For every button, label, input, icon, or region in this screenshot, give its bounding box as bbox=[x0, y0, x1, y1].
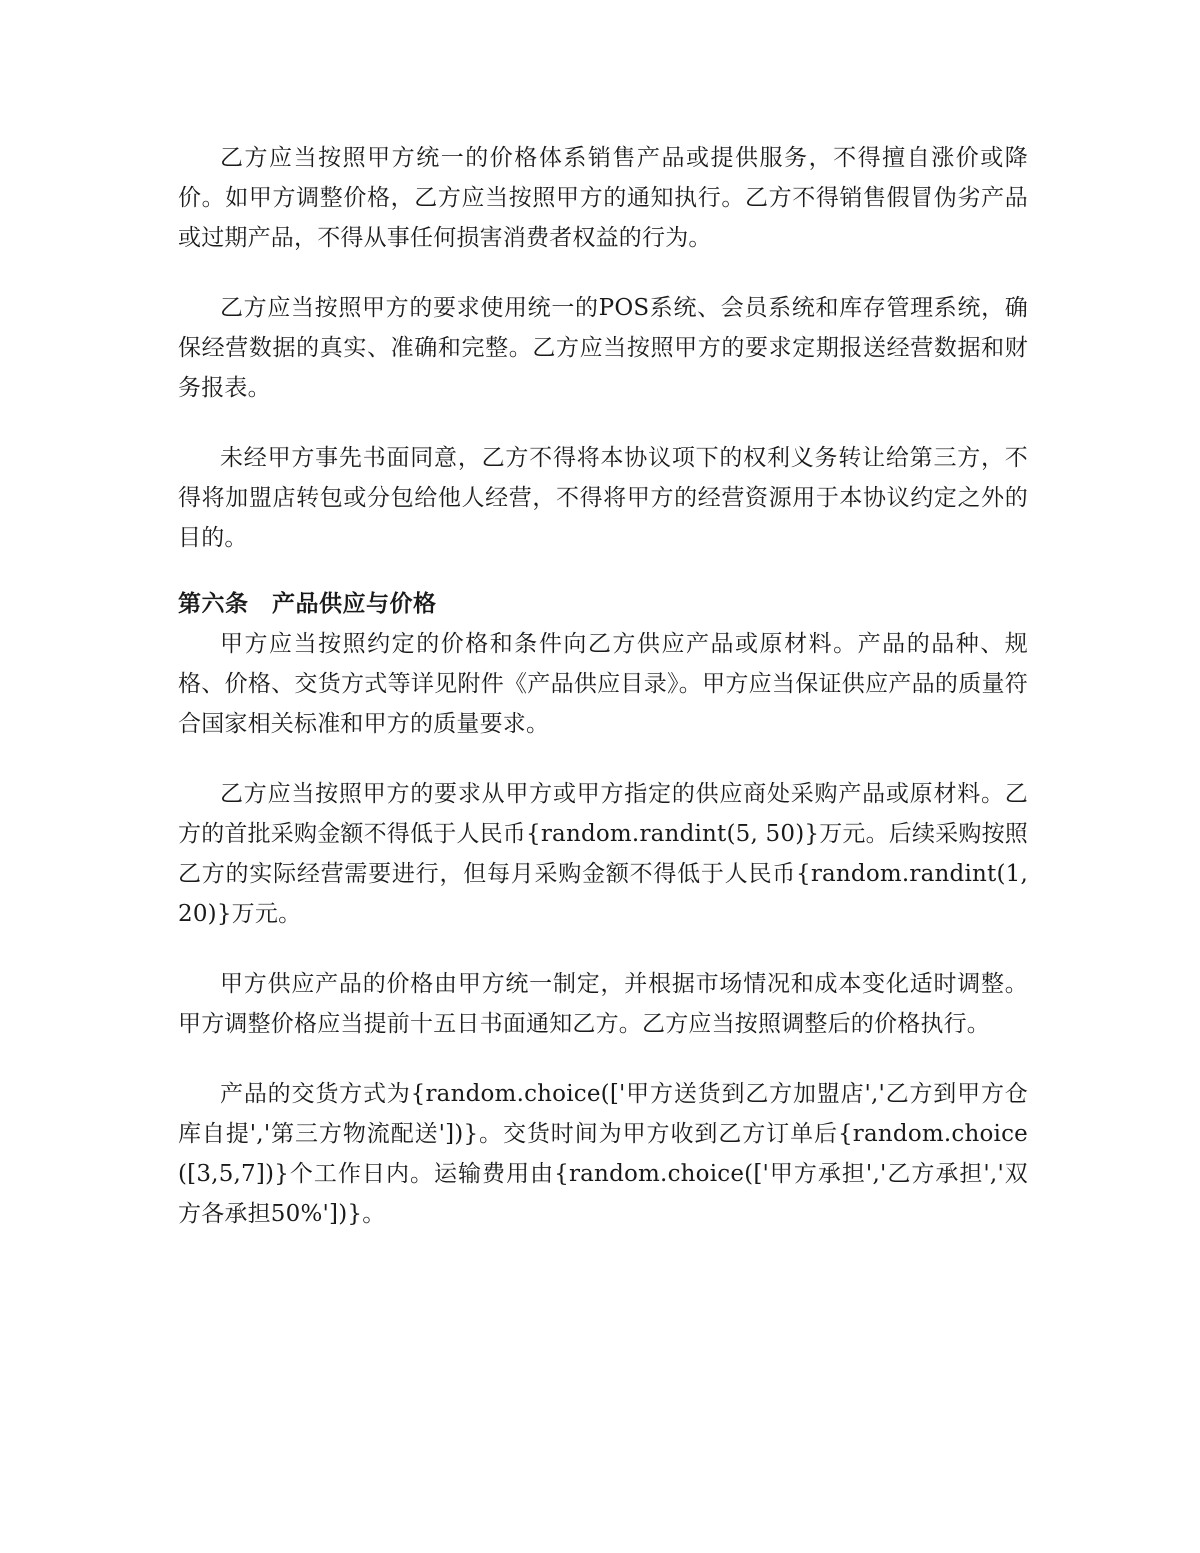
paragraph-systems-reporting: 乙方应当按照甲方的要求使用统一的POS系统、会员系统和库存管理系统，确保经营数据的真实、准确和完整。乙方应当按照甲方的要求定期报送经营数据和财务报表。 bbox=[178, 295, 1028, 401]
paragraph-supply-terms: 甲方应当按照约定的价格和条件向乙方供应产品或原材料。产品的品种、规格、价格、交货方式等详见附件《产品供应目录》。甲方应当保证供应产品的质量符合国家相关标准和甲方的质量要求。 bbox=[178, 631, 1028, 737]
paragraph-price-adjustment: 甲方供应产品的价格由甲方统一制定，并根据市场情况和成本变化适时调整。甲方调整价格应当提前十五日书面通知乙方。乙方应当按照调整后的价格执行。 bbox=[178, 971, 1028, 1037]
paragraph-purchase-amount: 乙方应当按照甲方的要求从甲方或甲方指定的供应商处采购产品或原材料。乙方的首批采购金额不得低于人民币{random.randint(5, 50)}万元。后续采购按照乙方的实际经营需要进行，但每月采购金额不得低于人民币{random.randint(1, 20)}万元。 bbox=[178, 781, 1029, 927]
document-page bbox=[178, 138, 1028, 1264]
paragraph-delivery-terms: 产品的交货方式为{random.choice(['甲方送货到乙方加盟店','乙方到甲方仓库自提','第三方物流配送'])}。交货时间为甲方收到乙方订单后{random.choice([3,5,7])}个工作日内。运输费用由{random.choice(['甲方承担','乙方承担','双方各承担50%'])}。 bbox=[178, 1081, 1028, 1227]
section-heading-article-6: 第六条 产品供应与价格 bbox=[178, 591, 437, 617]
paragraph-transfer-restriction: 未经甲方事先书面同意，乙方不得将本协议项下的权利义务转让给第三方，不得将加盟店转包或分包给他人经营，不得将甲方的经营资源用于本协议约定之外的目的。 bbox=[178, 445, 1028, 551]
paragraph-pricing-rules: 乙方应当按照甲方统一的价格体系销售产品或提供服务，不得擅自涨价或降价。如甲方调整价格，乙方应当按照甲方的通知执行。乙方不得销售假冒伪劣产品或过期产品，不得从事任何损害消费者权益的行为。 bbox=[178, 145, 1028, 251]
